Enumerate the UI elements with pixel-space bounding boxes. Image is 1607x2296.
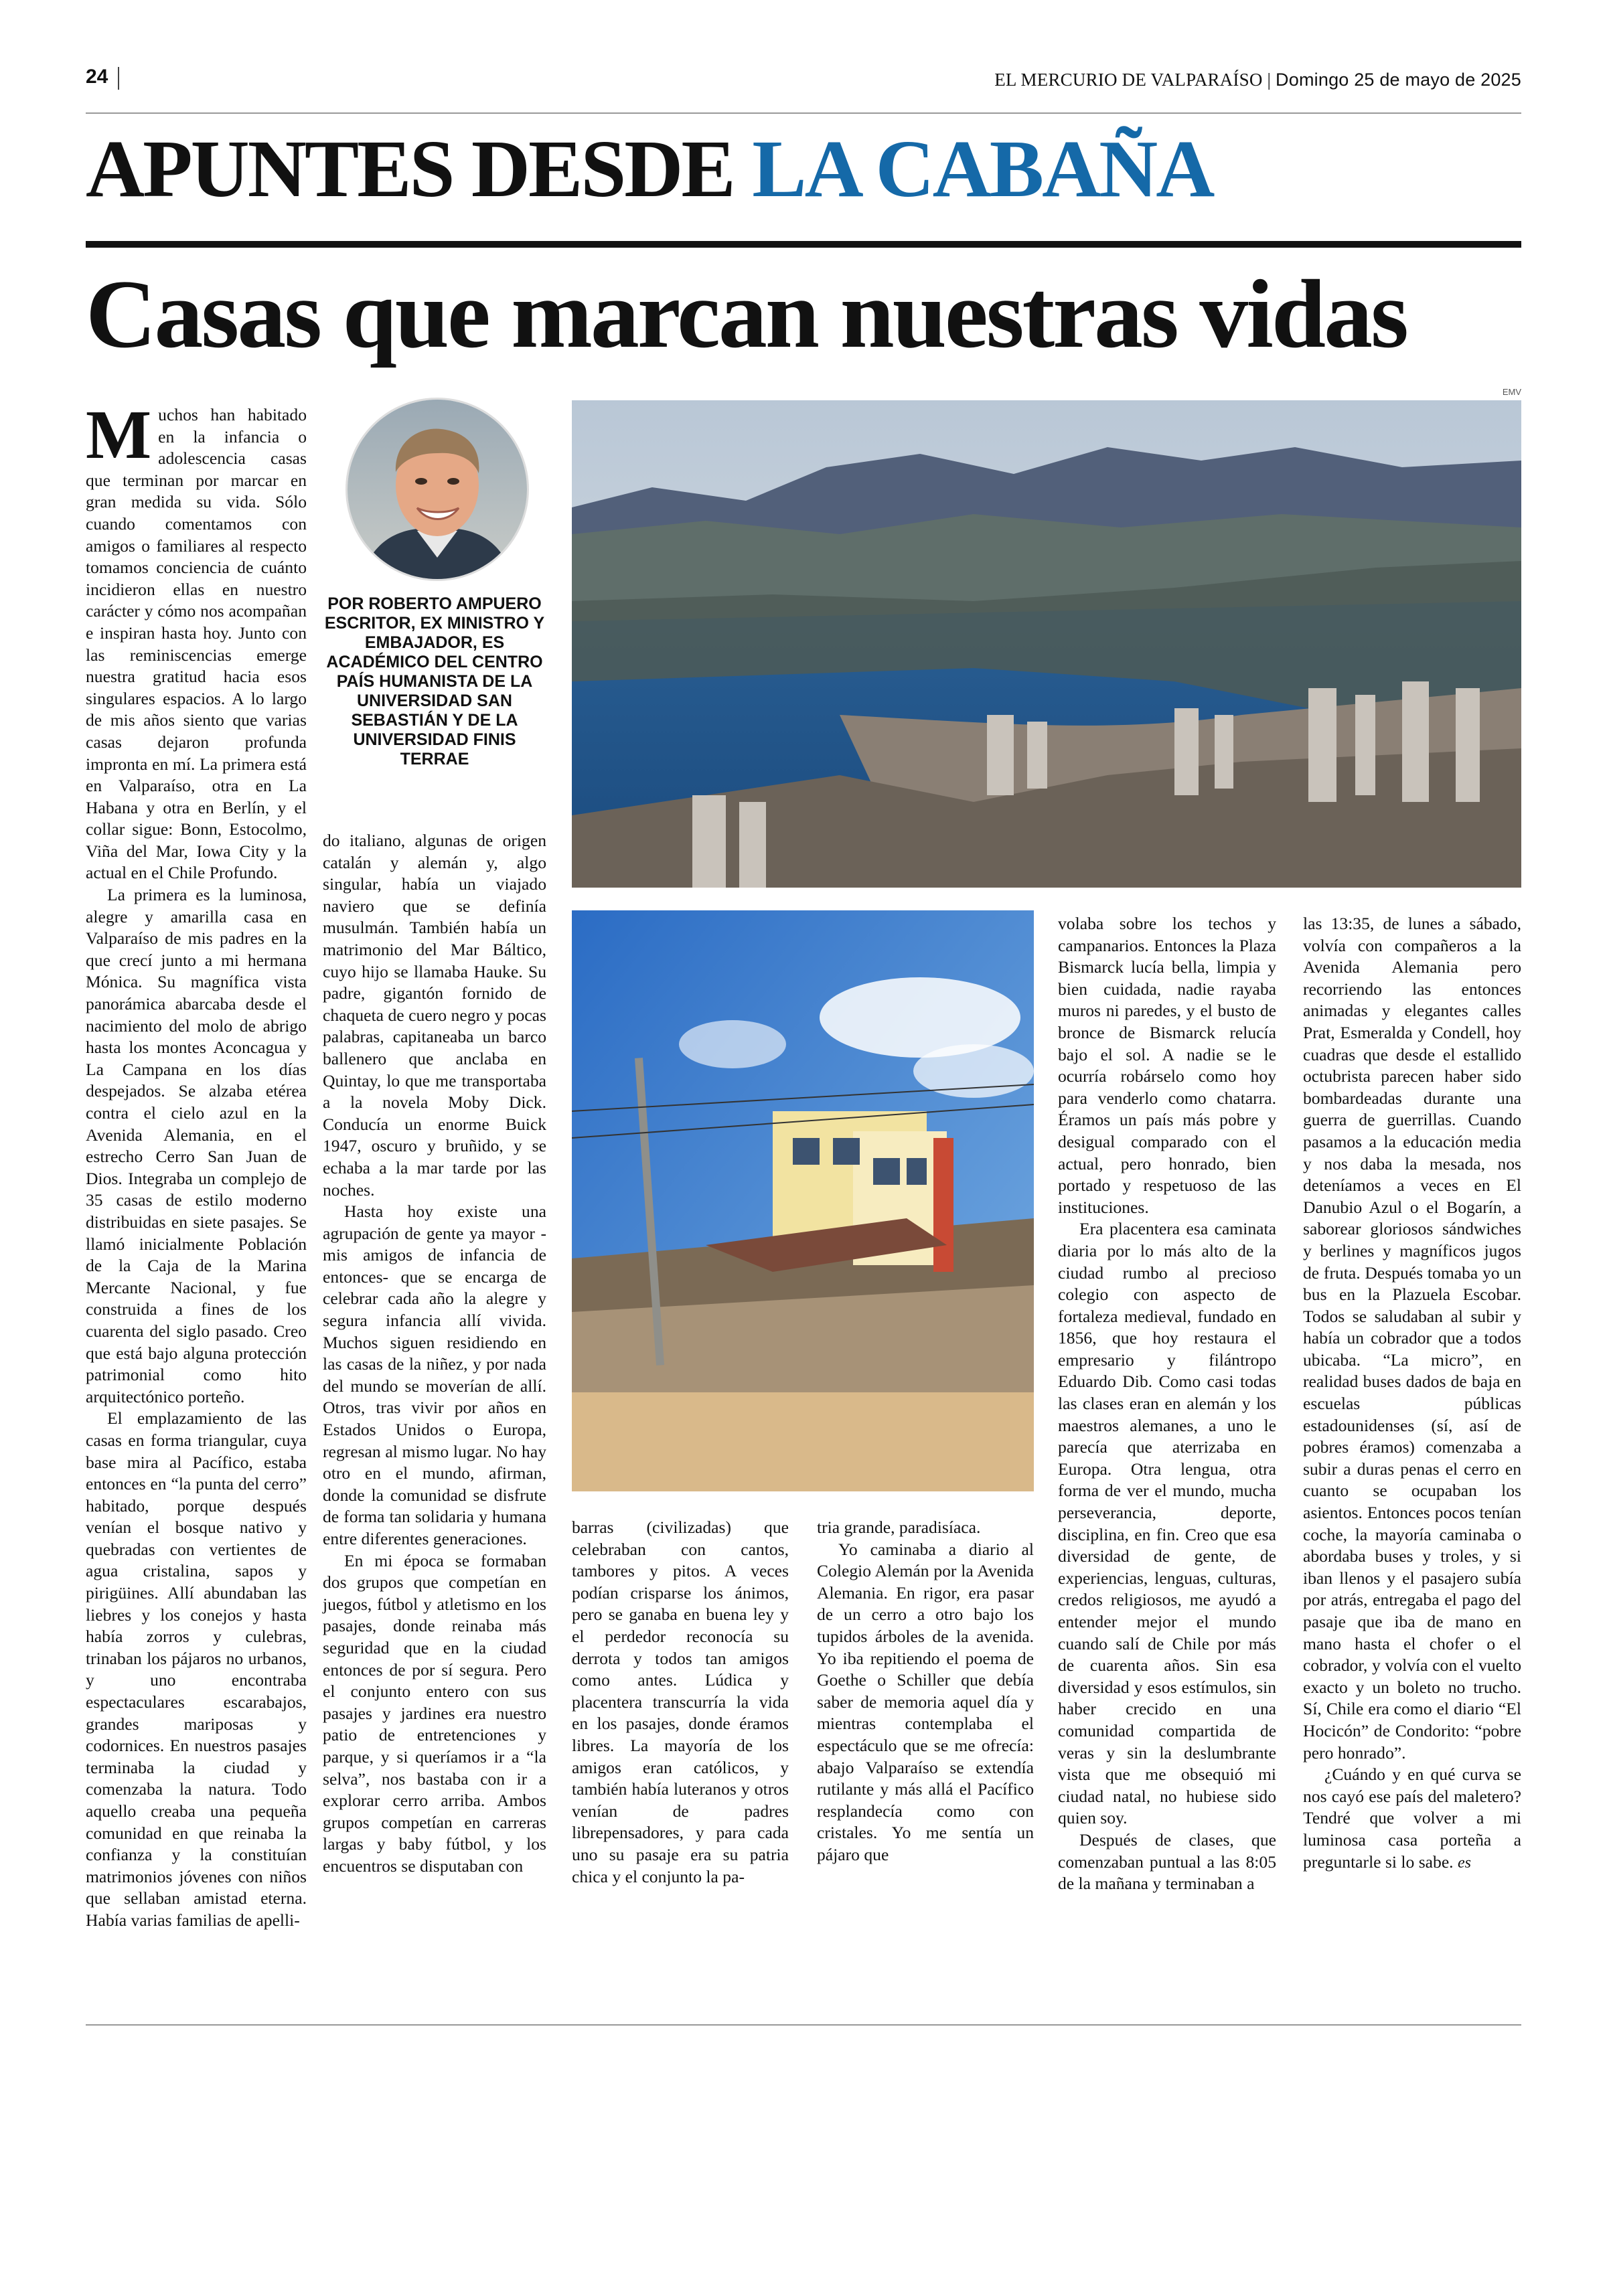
article-column-6 <box>1303 913 1521 1874</box>
paragraph <box>1303 1764 1521 1874</box>
page-number: 24 <box>86 66 108 88</box>
paragraph: Hasta hoy existe una agrupación de gente ya mayor -mis amigos de infancia de entonces- que se encarga de celebrar cada año la alegre y segura infancia allí vivida. Muchos siguen residiendo en las casas de la niñez, y por nada del mundo se moverían de allí. Otros, tras vivir por años en Estados Unidos o Europa, regresan al mismo lugar. No hay otro en el mundo, afirman, donde la comunidad se disfrute de forma tan solidaria y humana entre diferentes generaciones. <box>323 1202 546 1548</box>
house-illustration <box>572 910 1034 1491</box>
article-column-1 <box>86 396 307 1932</box>
panorama-illustration <box>572 400 1521 888</box>
newspaper-name: EL MERCURIO DE VALPARAÍSO <box>994 70 1263 90</box>
end-mark: es <box>1458 1854 1471 1872</box>
paragraph: En mi época se formaban dos grupos que competían en juegos, fútbol y atletismo en los pasajes, donde reinaba más seguridad que en la ciudad entonces de por sí segura. Pero el conjunto entero con sus pasajes y jardines era nuestro patio de entretenciones y parque, y si queríamos ir a “la selva”, nos bastaba con ir a explorar cerro arriba. Ambos grupos competían en carreras largas y baby fútbol, y los encuentros se disputaban con <box>323 1550 546 1876</box>
paragraph: Era placentera esa caminata diaria por lo más alto de la ciudad rumbo al precioso colegio con aspecto de fortaleza medieval, fundado en 1856, que hoy restaura el empresario y filántropo Eduardo Dib. Como casi todas las clases eran en alemán y los maestros alemanes, a uno le parecía que aterrizaba en Europa. Otra lengua, otra forma de ver el mundo, mucha perseverancia, deporte, disciplina, en fin. Creo que esa diversidad de gente, de experiencias, lenguas, culturas, credos religiosos, me ayudó a entender mejor el mundo cuando salí de Chile por más de cuarenta años. Sin esa diversidad y esos estímulos, sin haber crecido en una comunidad compartida de veras y sin la deslumbrante vista que me obsequió mi ciudad natal, no hubiese sido quien soy. <box>1058 1219 1276 1828</box>
paragraph: las 13:35, de lunes a sábado, volvía con compañeros a la Avenida Alemania pero recorriendo las entonces animadas y elegantes calles Prat, Esmeralda y Condell, hoy cuadras que desde el estallido octubrista parecen haber sido bombardeadas durante una guerra de guerrillas. Cuando pasamos a la educación media y nos daba la mesada, nos deteníamos a veces en El Danubio Azul o el Bogarín, a saborear gloriosos sándwiches y berlines y magníficos jugos de fruta. Después tomaba yo un bus en la Plazuela Escobar. Todos se saludaban al subir y había un cobrador que a todos ubicaba. “La micro”, en realidad buses dados de baja en escuelas públicas estadounidenses (sí, así de pobres éramos) comenzaba a subir a duras penas el cerro en cuanto se ocupaban los asientos. Entonces pocos tenían coche, la mayoría caminaba o abordaba buses y troles, y si iban llenos y el pasajero subía por atrás, entregaba el pago del pasaje que iba de mano en mano hasta el chofer o el cobrador, y volvía con el vuelto exacto y un boleto no trucho. Sí, Chile era como el diario “El Hocicón” de Condorito: “pobre pero honrado”. <box>1303 914 1521 1762</box>
author-portrait-illustration <box>348 400 527 579</box>
article-column-2 <box>323 830 546 1878</box>
section-title-part1: APUNTES DESDE <box>86 124 734 214</box>
dropcap: M <box>86 396 152 473</box>
paragraph: El emplazamiento de las casas en forma triangular, cuya base mira al Pacífico, estaba entonces en “la punta del cerro” habitado, porque después venían el bosque nativo y quebradas con vertientes de agua cristalina, sapos y pirigüines. Allí abundaban las liebres y los conejos y hasta había zorros y culebras, trinaban los pájaros no urbanos, y uno encontraba espectaculares escarabajos, grandes mariposas y codornices. En nuestros pasajes terminaba la ciudad y comenzaba la natura. Todo aquello creaba una pequeña comunidad en que reinaba la confianza y la constituían matrimonios jóvenes con niños que sellaban amistad eterna. Había varias familias de apelli- <box>86 1408 307 1930</box>
article-column-3 <box>572 1517 789 1888</box>
section-rule <box>86 241 1521 248</box>
paragraph: volaba sobre los techos y campanarios. Entonces la Plaza Bismarck lucía bella, limpia y bien cuidada, nadie rayaba muros ni paredes, y el busto de bronce de Bismarck relucía bajo el sol. A nadie se le ocurría robárselo como hoy para venderlo como chatarra. Éramos un país más pobre y desigual comparado con el actual, pero honrado, bien portado y respetuoso de las instituciones. <box>1058 914 1276 1217</box>
headline: Casas que marcan nuestras vidas <box>86 260 1407 368</box>
article-column-4 <box>817 1517 1034 1866</box>
masthead-separator: | <box>1262 70 1276 90</box>
author-portrait <box>346 398 529 581</box>
publication-date: Domingo 25 de mayo de 2025 <box>1276 70 1521 90</box>
paragraph: tria grande, paradisíaca. <box>817 1518 981 1537</box>
section-title-part2: LA CABAÑA <box>752 124 1213 214</box>
closing-paragraph: ¿Cuándo y en qué curva se nos cayó ese país del maletero? Tendré que volver a mi luminosa casa porteña a preguntarle si lo sabe. <box>1303 1765 1521 1872</box>
paragraph: uchos han habitado en la infancia o adolescencia casas que terminan por marcar en gran medida su vida. Sólo cuando comentamos con amigos o familiares al respecto tomamos conciencia de cuánto incidieron ellas en nuestro carácter y cómo nos acompañan e inspiran hasta hoy. Junto con las reminiscencias emerge nuestra gratitud hacia esos singulares espacios. A lo largo de mis años siento que varias casas dejaron profunda impronta en mí. La primera está en Valparaíso, otra en La Habana y otra en Berlín, y el collar sigue: Bonn, Estocolmo, Viña del Mar, Iowa City y la actual en el Chile Profundo. <box>86 405 307 883</box>
paragraph: barras (civilizadas) que celebraban con cantos, tambores y pitos. A veces podían crisparse los ánimos, pero se ganaba en buena ley y el perdedor reconocía su derrota y todos tan amigos como antes. Lúdica y placentera transcurría la vida en los pasajes, donde éramos libres. La mayoría de los amigos eran católicos, y también había luteranos y otros venían de padres librepensadores, y para cada uno su pasaje era su patria chica y el conjunto la pa- <box>572 1518 789 1886</box>
house-photo <box>572 910 1034 1491</box>
paragraph: do italiano, algunas de origen catalán y alemán y, algo singular, había un viajado naviero que se definía musulmán. También había un matrimonio del Mar Báltico, cuyo hijo se llamaba Hauke. Su padre, gigantón fornido de chaqueta de cuero negro y pocas palabras, capitaneaba un barco ballenero que anclaba en Quintay, lo que me transportaba a la novela Moby Dick. Conducía un enorme Buick 1947, oscuro y bruñido, y se echaba a la mar tarde por las noches. <box>323 831 546 1200</box>
masthead <box>994 70 1521 90</box>
photo-credit: EMV <box>1502 387 1521 397</box>
article-column-5 <box>1058 913 1276 1895</box>
footer-rule <box>86 2024 1521 2026</box>
page-number-separator <box>118 67 119 90</box>
paragraph: Después de clases, que comenzaban puntual a las 8:05 de la mañana y terminaban a <box>1058 1829 1276 1894</box>
header-rule <box>86 112 1521 114</box>
byline: POR ROBERTO AMPUERO ESCRITOR, EX MINISTRO Y EMBAJADOR, ES ACADÉMICO DEL CENTRO PAÍS HUMANISTA DE LA UNIVERSIDAD SAN SEBASTIÁN Y DE LA UNIVERSIDAD FINIS TERRAE <box>324 594 545 768</box>
paragraph: La primera es la luminosa, alegre y amarilla casa en Valparaíso de mis padres en la que crecí junto a mi hermana Mónica. Su magnífica vista panorámica abarcaba desde el nacimiento del molo de abrigo hasta los montes Aconcagua y La Campana en los días despejados. Se alzaba etérea contra el cielo azul en la Avenida Alemania, en el estrecho Cerro San Juan de Dios. Integraba un complejo de 35 casas de estilo moderno distribuidas en siete pasajes. Se llamó inicialmente Población de la Caja de la Marina Mercante Nacional, y fue construida a fines de los cuarenta del siglo pasado. Creo que está bajo alguna protección patrimonial como hito arquitectónico porteño. <box>86 885 307 1406</box>
paragraph: Yo caminaba a diario al Colegio Alemán por la Avenida Alemania. En rigor, era pasar de un cerro a otro bajo los tupidos árboles de la avenida. Yo iba repitiendo el poema de Goethe o Schiller que debía saber de memoria aquel día y mientras contemplaba el espectáculo que se me ofrecía: abajo Valparaíso se extendía rutilante y más allá el Pacífico resplandecía como con cristales. Yo me sentía un pájaro que <box>817 1539 1034 1864</box>
section-title <box>86 125 1213 214</box>
valparaiso-panorama-photo <box>572 400 1521 888</box>
